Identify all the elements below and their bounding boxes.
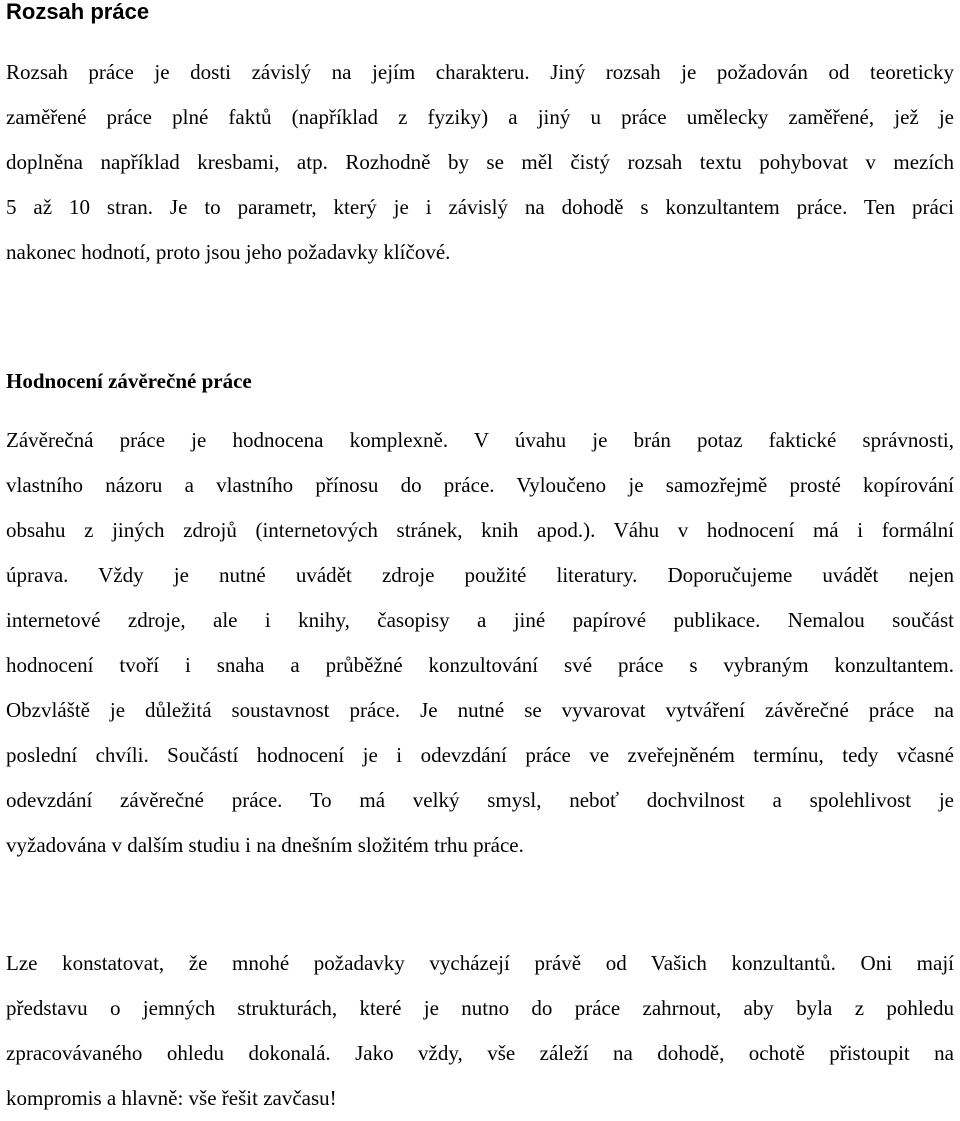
text-line: kompromis a hlavně: vše řešit zavčasu!: [6, 1086, 337, 1110]
text-line: internetové zdroje, ale i knihy, časopisy a jiné papírové publikace. Nemalou součást: [6, 608, 954, 632]
paragraph-hodnoceni: [6, 418, 954, 868]
text-line: nakonec hodnotí, proto jsou jeho požadavky klíčové.: [6, 240, 451, 264]
text-line: 5 až 10 stran. Je to parametr, který je i závislý na dohodě s konzultantem práce. Ten práci: [6, 195, 954, 219]
text-line: zpracovávaného ohledu dokonalá. Jako vždy, vše záleží na dohodě, ochotě přistoupit na: [6, 1041, 954, 1065]
text-line: Rozsah práce je dosti závislý na jejím charakteru. Jiný rozsah je požadován od teoreticky: [6, 60, 954, 84]
section-heading-hodnoceni: Hodnocení závěrečné práce: [6, 369, 252, 393]
text-line: obsahu z jiných zdrojů (internetových stránek, knih apod.). Váhu v hodnocení má i formální: [6, 518, 954, 542]
paragraph-rozsah-prace: [6, 50, 954, 275]
text-line: Obzvláště je důležitá soustavnost práce. Je nutné se vyvarovat vytváření závěrečné práce na: [6, 698, 954, 722]
text-line: hodnocení tvoří i snaha a průběžné konzultování své práce s vybraným konzultantem.: [6, 653, 954, 677]
text-line: Lze konstatovat, že mnohé požadavky vycházejí právě od Vašich konzultantů. Oni mají: [6, 951, 954, 975]
text-line: vyžadována v dalším studiu i na dnešním složitém trhu práce.: [6, 833, 524, 857]
text-line: poslední chvíli. Součástí hodnocení je i odevzdání práce ve zveřejněném termínu, tedy včasné: [6, 743, 954, 767]
text-line: úprava. Vždy je nutné uvádět zdroje použité literatury. Doporučujeme uvádět nejen: [6, 563, 954, 587]
text-line: Závěrečná práce je hodnocena komplexně. V úvahu je brán potaz faktické správnosti,: [6, 428, 954, 452]
section-heading-rozsah-prace: Rozsah práce: [6, 0, 150, 24]
text-line: zaměřené práce plné faktů (například z fyziky) a jiný u práce umělecky zaměřené, jež je: [6, 105, 954, 129]
paragraph-zaver: [6, 941, 954, 1121]
text-line: vlastního názoru a vlastního přínosu do práce. Vyloučeno je samozřejmě prosté kopírování: [6, 473, 954, 497]
text-line: představu o jemných strukturách, které je nutno do práce zahrnout, aby byla z pohledu: [6, 996, 954, 1020]
text-line: doplněna například kresbami, atp. Rozhodně by se měl čistý rozsah textu pohybovat v mezích: [6, 150, 954, 174]
text-line: odevzdání závěrečné práce. To má velký smysl, neboť dochvilnost a spolehlivost je: [6, 788, 954, 812]
